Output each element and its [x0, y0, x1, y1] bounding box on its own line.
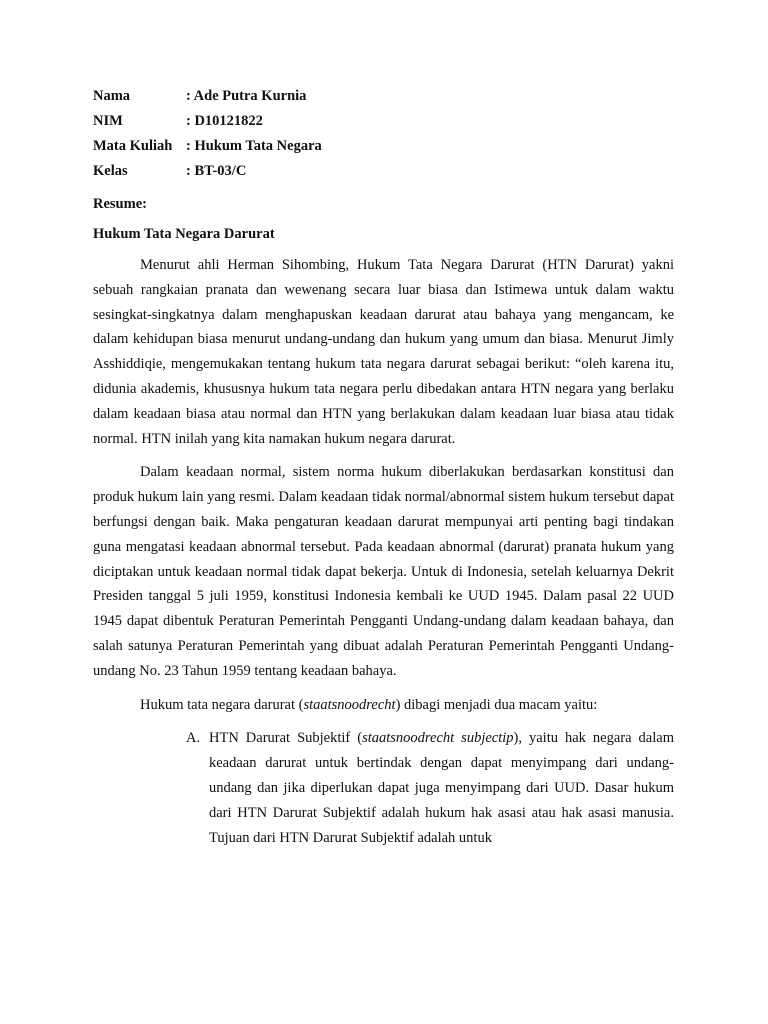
name-row [93, 84, 322, 109]
class-row [93, 159, 322, 184]
list-item-a-marker: A. [186, 730, 201, 747]
name-label: Nama [93, 88, 131, 104]
document-title: Hukum Tata Negara Darurat [93, 226, 275, 242]
list-item-a [93, 726, 674, 850]
course-value: : Hukum Tata Negara [186, 138, 322, 154]
class-value: : BT-03/C [186, 163, 247, 179]
name-value: : Ade Putra Kurnia [186, 88, 307, 104]
paragraph-3-text-after: ) dibagi menjadi dua macam yaitu: [395, 696, 598, 713]
paragraph-2: Dalam keadaan normal, sistem norma hukum diberlakukan berdasarkan konstitusi dan produk hukum lain yang resmi. Dalam keadaan tidak normal/abnormal sistem hukum tersebut dapat berfungsi dengan baik. Maka pengaturan keadaan darurat mempunyai arti penting bagi tindakan guna mengatasi keadaan abnormal tersebut. Pada keadaan abnormal (darurat) pranata hukum yang diciptakan untuk keadaan normal tidak dapat bekerja. Untuk di Indonesia, setelah keluarnya Dekrit Presiden tanggal 5 juli 1959, konstitusi Indonesia kembali ke UUD 1945. Dalam pasal 22 UUD 1945 dapat dibentuk Peraturan Pemerintah Pengganti Undang-undang dalam keadaan bahaya, dan salah satunya Peraturan Pemerintah yang dibuat adalah Peraturan Pemerintah Pengganti Undang-undang No. 23 Tahun 1959 tentang keadaan bahaya. [93, 464, 674, 679]
list-item-a-text-after: ), yaitu hak negara dalam keadaan darurat untuk bertindak dengan dapat menyimpang dari undang-undang dan jika diperlukan dapat juga menyimpang dari UUD. Dasar hukum dari HTN Darurat Subjektif adalah hukum hak asasi atau hak asasi manusia. Tujuan dari HTN Darurat Subjektif adalah untuk [209, 730, 674, 846]
document-content [93, 84, 674, 850]
paragraph-1: Menurut ahli Herman Sihombing, Hukum Tata Negara Darurat (HTN Darurat) yakni sebuah rangkaian pranata dan wewenang secara luar biasa dan Istimewa untuk dalam waktu sesingkat-singkatnya dalam menghapuskan keadaan darurat atau bahaya yang mengancam, ke dalam kehidupan biasa menurut undang-undang dan hukum yang umum dan biasa. Menurut Jimly Asshiddiqie, mengemukakan tentang hukum tata negara darurat sebagai berikut: “oleh karena itu, didunia akademis, khususnya hukum tata negara perlu dibedakan antara HTN negara yang berlaku dalam keadaan biasa atau normal dan HTN yang berlakukan dalam keadaan luar biasa atau tidak normal. HTN inilah yang kita namakan hukum negara darurat. [93, 257, 674, 447]
nim-value: : D10121822 [186, 113, 263, 129]
paragraph-3-italic-term: staatsnoodrecht [303, 696, 396, 713]
nim-label: NIM [93, 113, 123, 129]
course-row [93, 134, 322, 159]
list-item-a-text-before: HTN Darurat Subjektif ( [209, 730, 363, 747]
list-item-a-body [209, 726, 674, 850]
student-info-table [93, 84, 322, 184]
paragraph-3-text-before: Hukum tata negara darurat ( [140, 696, 304, 713]
class-label: Kelas [93, 163, 128, 179]
resume-label: Resume: [93, 196, 147, 212]
course-label: Mata Kuliah [93, 138, 173, 154]
paragraph-3 [93, 693, 674, 718]
list-item-a-italic-term: staatsnoodrecht subjectip [362, 730, 514, 747]
nim-row [93, 109, 322, 134]
